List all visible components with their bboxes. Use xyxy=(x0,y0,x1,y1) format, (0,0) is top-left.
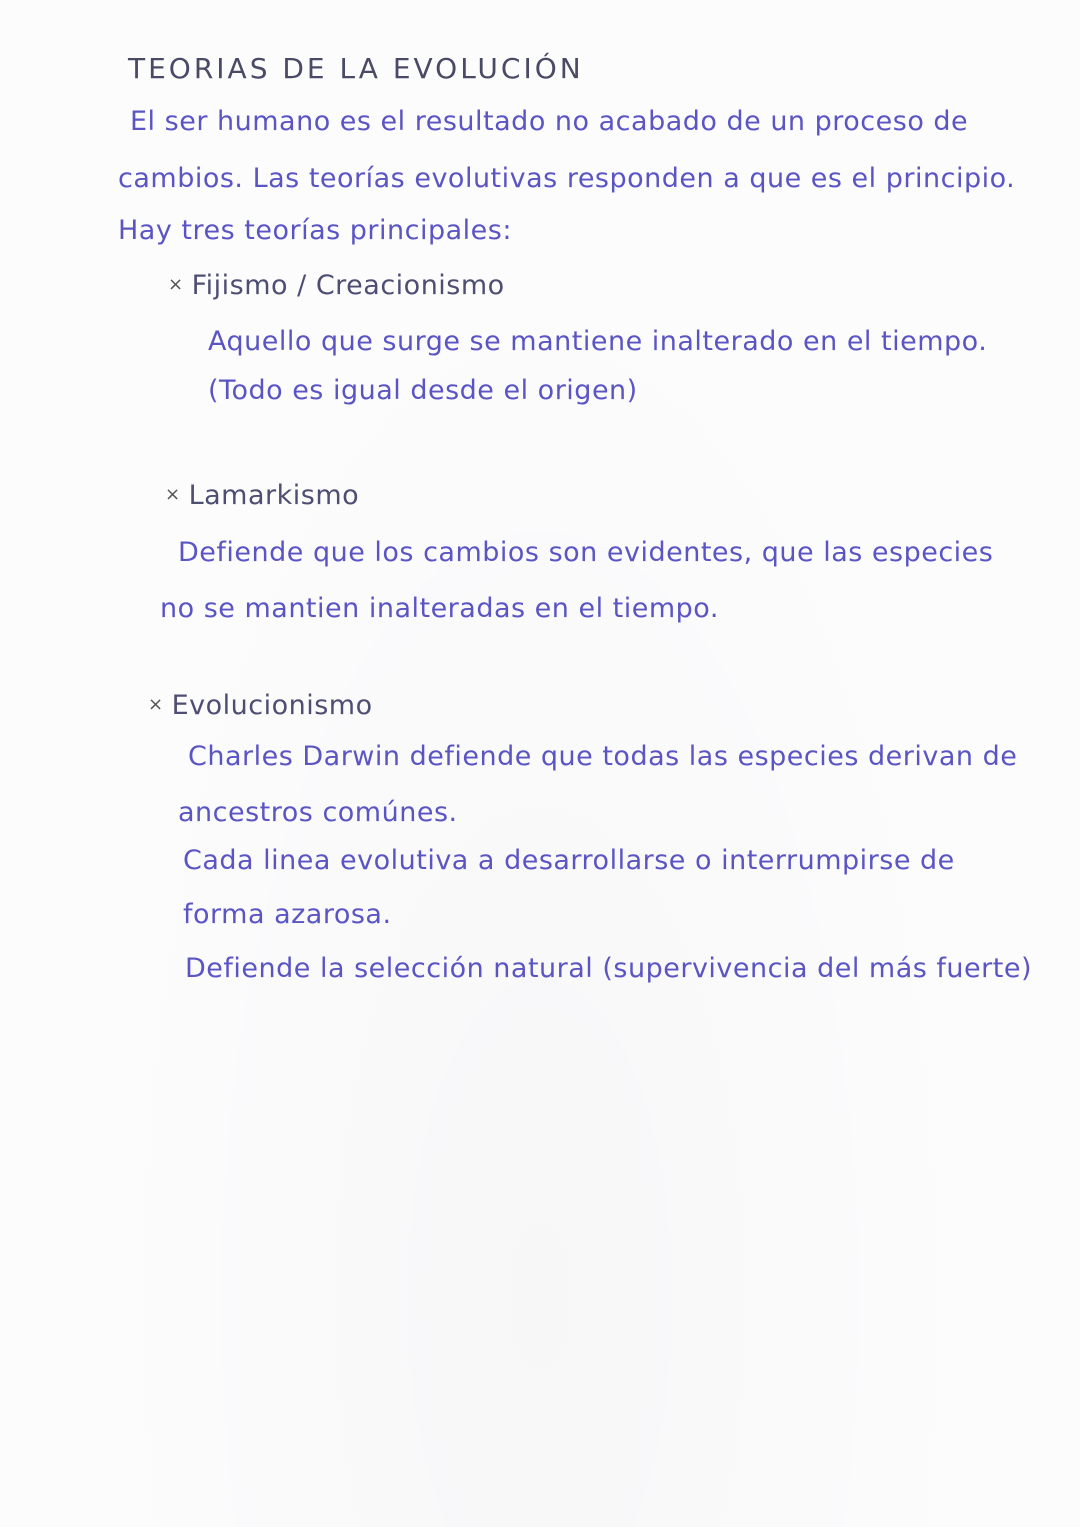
section-heading-lamarkismo xyxy=(165,480,359,511)
bullet-cross-icon: × xyxy=(165,484,181,505)
section-body-line: forma azarosa. xyxy=(183,899,392,930)
intro-line-3: Hay tres teorías principales: xyxy=(118,215,512,246)
section-body-line: ancestros comúnes. xyxy=(178,797,458,828)
page-title: TEORIAS DE LA EVOLUCIÓN xyxy=(128,52,584,85)
section-body-line: Defiende que los cambios son evidentes, que las especies xyxy=(178,537,994,568)
section-body-line: Cada linea evolutiva a desarrollarse o interrumpirse de xyxy=(183,845,955,876)
section-body-line: Charles Darwin defiende que todas las especies derivan de xyxy=(188,741,1018,772)
section-heading-label: Evolucionismo xyxy=(171,690,373,721)
section-body-line: Aquello que surge se mantiene inalterado en el tiempo. xyxy=(208,326,988,357)
bullet-cross-icon: × xyxy=(148,694,164,715)
section-heading-evolucionismo xyxy=(148,690,373,721)
section-heading-fijismo xyxy=(168,270,505,301)
section-heading-label: Lamarkismo xyxy=(188,480,360,511)
section-heading-label: Fijismo / Creacionismo xyxy=(191,270,505,301)
section-body-line: Defiende la selección natural (supervivencia del más fuerte) xyxy=(185,953,1032,984)
bullet-cross-icon: × xyxy=(168,274,184,295)
section-body-line: (Todo es igual desde el origen) xyxy=(208,375,638,406)
intro-line-1: El ser humano es el resultado no acabado de un proceso de xyxy=(130,106,969,137)
intro-line-2: cambios. Las teorías evolutivas responden a que es el principio. xyxy=(118,163,1016,194)
section-body-line: no se mantien inalteradas en el tiempo. xyxy=(160,593,719,624)
